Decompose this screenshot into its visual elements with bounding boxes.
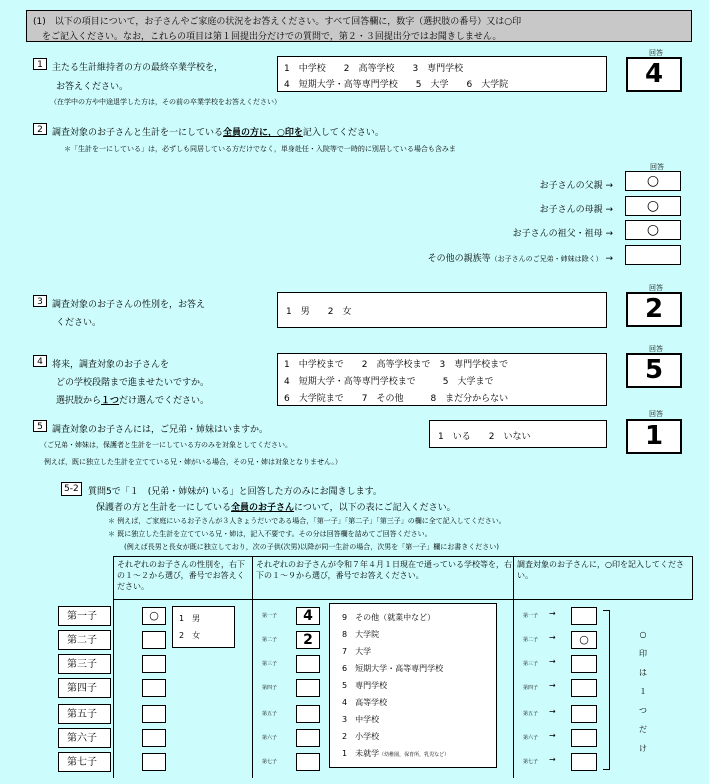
- q3-number: 3: [33, 295, 47, 307]
- q2-row-other-label: [428, 251, 613, 264]
- q52-gender-cell-5[interactable]: [142, 705, 166, 723]
- q52-target-arrow-5: →: [549, 707, 556, 716]
- q52-target-arrow-7: →: [549, 755, 556, 764]
- q52-school-opt-1: [342, 748, 449, 759]
- q52-school-cell-5[interactable]: [296, 705, 320, 723]
- q52-target-cell-4[interactable]: [571, 679, 597, 697]
- q5-note-2: 例えば，既に独立した生計を立てている兄・姉がいる場合，その兄・姉は対象となりません。）: [44, 458, 342, 466]
- q52-col-2-header: [252, 556, 514, 600]
- q52-target-cell-7[interactable]: [571, 753, 597, 771]
- q52-school-opt-7: 7 大学: [342, 647, 372, 656]
- q1-options-line-2: 4 短期大学・高等専門学校 5 大学 6 大学院: [284, 80, 509, 90]
- q52-row-label-6: 第六子: [58, 728, 111, 748]
- q2-text-c: 記入してください。: [302, 128, 384, 138]
- q4-number: 4: [33, 355, 47, 367]
- q52-col-1-header: [113, 556, 253, 600]
- q1-note: （在学中の方や中途退学した方は，その前の卒業学校をお答えください）: [50, 98, 281, 106]
- q52-text-1: 質問5で「１ (兄弟・姉妹が) いる」と回答した方のみにお聞きします。: [88, 487, 382, 497]
- q52-gender-cell-1[interactable]: ○: [142, 607, 166, 625]
- q3-text-1: 調査対象のお子さんの性別を，お答え: [52, 300, 206, 310]
- q52-col-3-text: 調査対象のお子さんに，○印を記入してください。: [517, 560, 684, 580]
- q3-answer-label: 回答: [649, 284, 663, 292]
- q52-target-small-6: 第六子: [523, 735, 539, 741]
- q52-school-cell-7[interactable]: [296, 753, 320, 771]
- q4-text-1: 将来，調査対象のお子さんを: [52, 360, 170, 370]
- q52-target-small-3: 第三子: [523, 661, 539, 667]
- q52-target-cell-1[interactable]: [571, 607, 597, 625]
- q2-row-father-box[interactable]: ○: [625, 171, 681, 191]
- q3-options-box: [277, 292, 607, 328]
- q52-school-cell-2[interactable]: 2: [296, 631, 320, 649]
- q52-vertical-char-5: つ: [639, 706, 647, 715]
- q52-gender-opt-2: 2 女: [179, 631, 201, 640]
- q2-text: [52, 125, 384, 138]
- q52-text-2a: 保護者の方と生計を一にしている: [96, 503, 232, 513]
- q52-school-opt-5: 5 専門学校: [342, 681, 388, 690]
- q52-school-opt-2: 2 小学校: [342, 732, 380, 741]
- q2-text-a: 調査対象のお子さんと生計を一にしている: [52, 128, 224, 138]
- q2-row-father-label: お子さんの父親 →: [539, 181, 613, 191]
- q52-row-label-2: 第二子: [58, 630, 111, 650]
- q4-text-3: [56, 393, 209, 406]
- intro-line-2: をご記入ください。なお，これらの項目は第１回提出分だけでの質問で，第２・３回提出分ではお聞きしません。: [33, 32, 502, 42]
- q52-target-small-4: 第四子: [523, 685, 539, 691]
- q52-gender-cell-7[interactable]: [142, 753, 166, 771]
- q52-target-small-2: 第二子: [523, 637, 539, 643]
- q52-target-arrow-6: →: [549, 731, 556, 740]
- q2-row-mother-label: お子さんの母親 →: [539, 205, 613, 215]
- q52-school-opt-4: 4 高等学校: [342, 698, 388, 707]
- q52-school-small-2: 第二子: [262, 637, 278, 643]
- q5-options: 1 いる 2 いない: [438, 432, 531, 442]
- q4-options-box: [277, 353, 607, 406]
- q52-vertical-char-6: だ: [639, 725, 647, 734]
- q4-text-2: どの学校段階まで進ませたいですか。: [56, 378, 210, 388]
- q52-school-small-4: 第四子: [262, 685, 278, 691]
- q52-gender-cell-2[interactable]: [142, 631, 166, 649]
- q5-number: 5: [33, 420, 47, 432]
- q52-row-label-1: 第一子: [58, 606, 111, 626]
- q3-answer-box[interactable]: 2: [626, 292, 682, 327]
- q52-table-line-3: [513, 600, 514, 778]
- q4-text-3c: だけ選んでください。: [119, 396, 210, 406]
- q52-school-opt-6: 6 短期大学・高等専門学校: [342, 664, 444, 673]
- q52-school-opt-9: 9 その他（就業中など）: [342, 613, 436, 622]
- q52-vertical-char-7: け: [639, 744, 647, 753]
- q52-target-arrow-1: →: [549, 609, 556, 618]
- q52-gender-opt-1: 1 男: [179, 614, 201, 623]
- q3-text-2: ください。: [56, 318, 102, 328]
- q52-vertical-char-2: 印: [639, 649, 647, 658]
- q52-col-2-text: それぞれのお子さんが令和７年４月１日現在で通っている学校等を，右下の１～９から選び，番号でお答えください。: [256, 560, 512, 580]
- q2-row-grandparent-label: お子さんの祖父・祖母 →: [512, 229, 613, 239]
- q52-school-opt-3: 3 中学校: [342, 715, 380, 724]
- q5-text-1: 調査対象のお子さんには，ご兄弟・姉妹はいますか。: [52, 425, 269, 435]
- q52-gender-options-box: [172, 606, 235, 648]
- q52-school-small-7: 第七子: [262, 759, 278, 765]
- q52-target-arrow-4: →: [549, 681, 556, 690]
- q5-note-1: （ご兄弟・姉妹は，保護者と生計を一にしている方のみを対象としてください。: [40, 441, 292, 449]
- q52-vertical-note: [637, 625, 649, 758]
- q52-school-cell-1[interactable]: 4: [296, 607, 320, 625]
- q2-row-other-text: その他の親族等: [427, 254, 491, 264]
- q52-school-opt-1-text: 1 未就学: [342, 749, 380, 758]
- q1-answer-label: 回答: [649, 49, 663, 57]
- q52-gender-cell-6[interactable]: [142, 729, 166, 747]
- q52-school-cell-4[interactable]: [296, 679, 320, 697]
- q2-row-other-box[interactable]: [625, 245, 681, 265]
- q52-gender-cell-3[interactable]: [142, 655, 166, 673]
- q4-options-line-2: 4 短期大学・高等専門学校まで 5 大学まで: [284, 377, 494, 387]
- q52-text-2c: について，以下の表にご記入ください。: [294, 503, 456, 513]
- q52-note-2: ＊ 既に独立した生計を立てている兄・姉は，記入不要です。その分は回答欄を詰めてご回答ください。: [108, 530, 432, 538]
- q52-bracket: [603, 610, 610, 770]
- q1-number: 1: [33, 58, 47, 70]
- q52-target-cell-6[interactable]: [571, 729, 597, 747]
- q52-note-1: ＊ 例えば，ご家庭にいるお子さんが３人きょうだいである場合，「第一子」「第二子」「第三子」の欄に全て記入してください。: [108, 517, 506, 525]
- q52-target-arrow-2: →: [549, 633, 556, 642]
- q52-table-line-1: [113, 600, 114, 778]
- q52-vertical-char-3: は: [639, 668, 647, 677]
- q52-target-small-5: 第五子: [523, 711, 539, 717]
- q52-gender-cell-4[interactable]: [142, 679, 166, 697]
- q52-target-cell-3[interactable]: [571, 655, 597, 673]
- q1-text-2: お答えください。: [56, 82, 129, 92]
- q4-options-line-3: 6 大学院まで 7 その他 8 まだ分からない: [284, 394, 509, 404]
- intro-line-1: (1) 以下の項目について，お子さんやご家庭の状況をお答えください。すべて回答欄に，数字（選択肢の番号）又は○印: [33, 17, 522, 27]
- q4-options-line-1: 1 中学校まで 2 高等学校まで 3 専門学校まで: [284, 360, 509, 370]
- q1-options-box: [277, 56, 607, 92]
- q52-note-3: (例えば長男と長女が既に独立しており，次の子供(次男)以降が同一生計の場合，次男を「第一子」欄にお書きください): [124, 543, 499, 551]
- q52-school-small-3: 第三子: [262, 661, 278, 667]
- q52-school-small-1: 第一子: [262, 613, 278, 619]
- q2-answer-label: 回答: [650, 163, 664, 171]
- q52-col-3-header: [513, 556, 693, 600]
- q52-number: 5-2: [61, 482, 82, 496]
- q52-target-arrow-3: →: [549, 657, 556, 666]
- q2-note: ＊「生計を一にしている」は，必ずしも同居している方だけでなく，単身赴任・入院等で一時的に別居している場合も含みま: [64, 145, 456, 153]
- q5-answer-label: 回答: [649, 410, 663, 418]
- q5-answer-box[interactable]: 1: [626, 419, 682, 454]
- q52-row-label-4: 第四子: [58, 678, 111, 698]
- q52-school-opt-8: 8 大学院: [342, 630, 380, 639]
- q2-row-other-small: （お子さんのご兄弟・姉妹は除く）: [490, 255, 603, 263]
- q52-school-small-5: 第五子: [262, 711, 278, 717]
- q1-answer-box[interactable]: 4: [626, 57, 682, 92]
- q1-options-line-1: 1 中学校 2 高等学校 3 専門学校: [284, 64, 464, 74]
- q52-row-label-3: 第三子: [58, 654, 111, 674]
- q52-target-small-1: 第一子: [523, 613, 539, 619]
- q52-school-cell-3[interactable]: [296, 655, 320, 673]
- q5-options-box: [429, 420, 607, 448]
- q52-school-opt-1-small: （幼稚園，保育所，乳児など）: [379, 752, 450, 758]
- q52-vertical-char-1: ○: [639, 630, 647, 639]
- q4-answer-label: 回答: [649, 345, 663, 353]
- q52-target-small-7: 第七子: [523, 759, 539, 765]
- q52-col-1-text: それぞれのお子さんの性別を，右下の１～２から選び，番号でお答えください。: [117, 560, 245, 591]
- q52-vertical-char-4: １: [639, 687, 647, 696]
- q52-school-cell-6[interactable]: [296, 729, 320, 747]
- q52-table-line-2: [252, 600, 253, 778]
- q52-target-cell-2[interactable]: ○: [571, 631, 597, 649]
- q4-answer-box[interactable]: 5: [626, 353, 682, 388]
- q52-school-options-box: [329, 603, 497, 768]
- q2-number: 2: [33, 123, 47, 135]
- q1-text-1: 主たる生計維持者の方の最終卒業学校を，: [52, 63, 224, 73]
- q52-text-2: [96, 500, 456, 513]
- q52-school-small-6: 第六子: [262, 735, 278, 741]
- q2-row-mother-box[interactable]: ○: [625, 196, 681, 216]
- q52-text-2b: 全員のお子さん: [231, 503, 295, 513]
- q52-row-label-7: 第七子: [58, 752, 111, 772]
- intro-box: [26, 10, 692, 42]
- q3-options: 1 男 2 女: [286, 307, 352, 317]
- q2-row-grandparent-box[interactable]: ○: [625, 220, 681, 240]
- q52-target-cell-5[interactable]: [571, 705, 597, 723]
- q52-row-label-5: 第五子: [58, 704, 111, 724]
- q4-text-3b: １つ: [101, 396, 120, 406]
- q4-text-3a: 選択肢から: [56, 396, 102, 406]
- q2-text-b: 全員の方に，○印を: [223, 128, 303, 138]
- q2-row-other-arrow: →: [605, 254, 613, 264]
